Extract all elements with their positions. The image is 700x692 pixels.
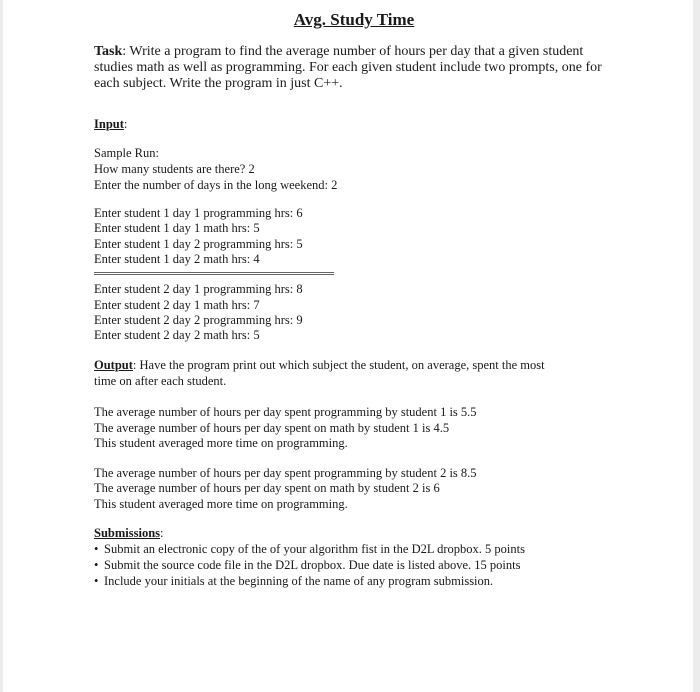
input-heading: Input: (94, 117, 128, 131)
bullet-icon: • (94, 542, 99, 556)
output-text-line2: time on after each student. (94, 374, 227, 388)
student1-output-line: The average number of hours per day spent programming by student 1 is 5.5 (94, 405, 477, 419)
task-text: : Write a program to find the average number of hours per day that a given student studies math as well as programming. For each given student include two prompts, one for each subject. Write the program in just C++. (94, 44, 602, 91)
student1-output-line: The average number of hours per day spent on math by student 1 is 4.5 (94, 421, 450, 435)
submission-item: • Submit the source code file in the D2L dropbox. Due date is listed above. 15 points (94, 558, 521, 572)
student1-output-line: This student averaged more time on programming. (94, 436, 348, 450)
output-label: Output (94, 358, 133, 372)
student2-output-line: This student averaged more time on programming. (94, 497, 348, 511)
submission-item: • Include your initials at the beginning of the name of any program submission. (94, 574, 494, 588)
student2-input-line: Enter student 2 day 2 math hrs: 5 (94, 328, 260, 342)
output-text-line1: : Have the program print out which subject the student, on average, spent the most (132, 358, 545, 372)
student1-input-line: Enter student 1 day 1 math hrs: 5 (94, 221, 260, 235)
student1-input-line: Enter student 1 day 2 programming hrs: 5 (94, 237, 303, 251)
document-page (3, 0, 693, 692)
student1-input-line: Enter student 1 day 1 programming hrs: 6 (94, 206, 303, 220)
page-title: Avg. Study Time (293, 10, 415, 29)
submissions-heading: Submissions: (94, 526, 164, 540)
bullet-icon: • (94, 574, 99, 588)
student1-input-line: Enter student 1 day 2 math hrs: 4 (94, 252, 260, 266)
setup-line: How many students are there? 2 (94, 162, 255, 176)
task-label: Task (94, 44, 123, 59)
student2-output-line: The average number of hours per day spent programming by student 2 is 8.5 (94, 466, 477, 480)
submission-item: • Submit an electronic copy of the of your algorithm fist in the D2L dropbox. 5 points (94, 542, 525, 556)
task-paragraph (94, 44, 614, 92)
student2-input-line: Enter student 2 day 1 programming hrs: 8 (94, 282, 303, 296)
student2-input-line: Enter student 2 day 1 math hrs: 7 (94, 298, 260, 312)
sample-run-header: Sample Run: (94, 146, 159, 160)
student2-input-line: Enter student 2 day 2 programming hrs: 9 (94, 313, 303, 327)
output-paragraph (94, 358, 545, 373)
bullet-icon: • (94, 558, 99, 572)
student2-output-line: The average number of hours per day spent on math by student 2 is 6 (94, 481, 440, 495)
input-label: Input (94, 117, 124, 131)
separator-line (94, 272, 334, 275)
submissions-label: Submissions (94, 526, 161, 540)
setup-line: Enter the number of days in the long weekend: 2 (94, 178, 338, 192)
